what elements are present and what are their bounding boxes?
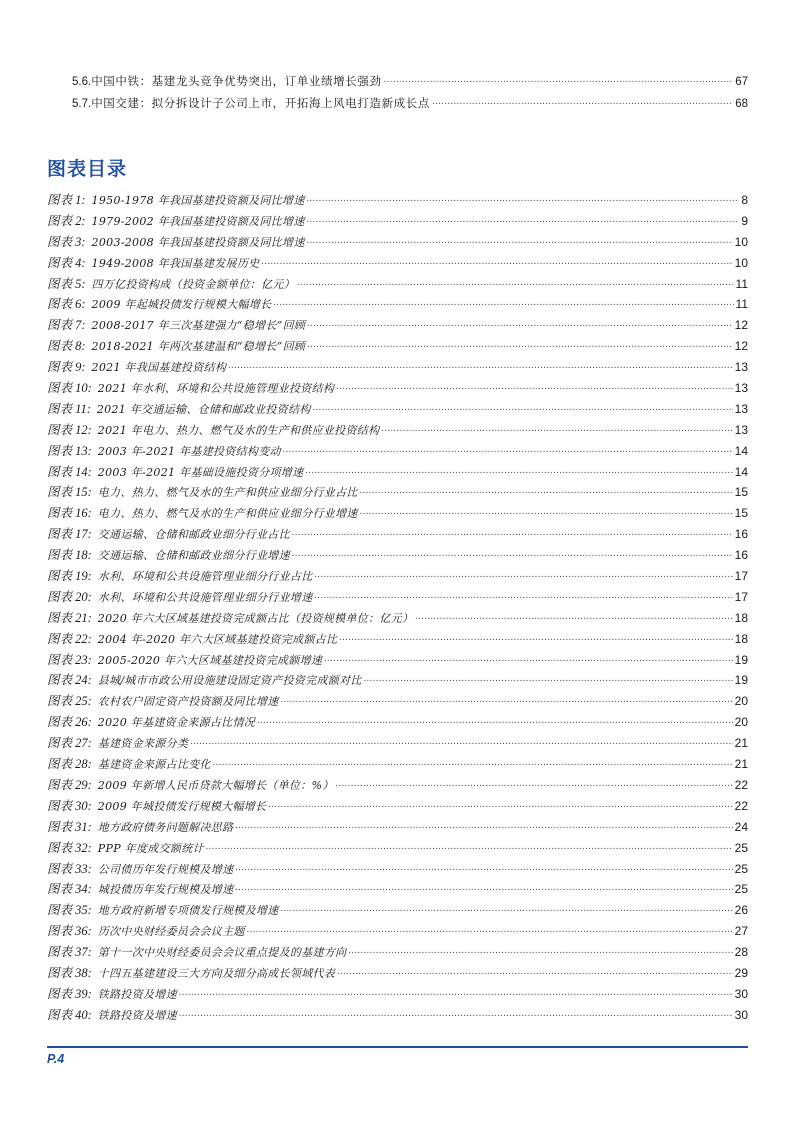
section-number: 5.7. [72,98,92,110]
dot-leader [324,648,732,670]
toc-entry[interactable] [47,462,748,483]
toc-entry[interactable] [47,921,748,942]
page-number: 17 [734,569,748,584]
figure-label: 图表 13: [47,443,92,458]
figure-title: 2020 年六大区域基建投资完成额占比（投资规模单位：亿元） [97,611,414,625]
toc-entry[interactable] [47,441,748,462]
page-number: 10 [734,255,748,270]
figure-label: 图表 10: [47,381,92,396]
figure-label: 图表 27: [47,736,92,751]
dot-leader [307,334,732,356]
dot-leader [235,877,732,899]
dot-leader [235,857,732,879]
dot-leader [190,731,732,753]
toc-entry[interactable] [47,274,748,295]
page-number: 25 [734,840,748,855]
figure-label: 图表 22: [47,631,92,646]
figure-title: 2004 年-2020 年六大区域基建投资完成额占比 [97,632,338,646]
section-number: 5.6. [72,76,92,88]
dot-leader [415,606,732,628]
figure-title: 2003 年-2021 年基建投资结构变动 [97,444,281,458]
dot-leader [273,292,733,314]
dot-leader [257,710,733,732]
toc-entry[interactable] [47,336,748,357]
page-number: 14 [734,443,748,458]
toc-entry[interactable] [47,357,748,378]
page-number: 67 [735,76,748,88]
dot-leader [179,1003,733,1025]
figure-label: 图表 39: [47,986,92,1001]
toc-entry[interactable] [47,691,748,712]
dot-leader [292,522,733,544]
toc-entry[interactable] [47,587,748,608]
page-number: 13 [734,360,748,375]
page-number: 20 [734,715,748,730]
figure-label: 图表 4: [47,255,86,270]
figure-title: 十四五基建建设三大方向及细分高成长领域代表 [97,966,336,980]
figure-title: 第十一次中央财经委员会会议重点提及的基建方向 [97,946,347,960]
dot-leader [213,752,733,774]
dot-leader [432,89,733,113]
dot-leader [281,898,733,920]
figure-label: 图表 8: [47,339,86,354]
page-number: 12 [734,318,748,333]
dot-leader [228,355,732,377]
dot-leader [281,689,733,711]
toc-entry[interactable] [47,232,748,253]
page-number: 25 [734,882,748,897]
figure-title: 1979-2002 年我国基建投资额及同比增速 [91,214,305,228]
figure-title: 2003 年-2021 年基础设施投资分项增速 [97,465,304,479]
figure-title: 四万亿投资构成（投资金额单位：亿元） [91,277,295,291]
toc-entry[interactable] [47,900,748,921]
dot-leader [297,272,734,294]
page-number: 11 [735,297,748,312]
toc-entry[interactable] [47,817,748,838]
dot-leader [268,794,732,816]
dot-leader [307,188,740,210]
figure-label: 图表 14: [47,464,92,479]
toc-entry[interactable] [47,879,748,900]
figure-label: 图表 16: [47,506,92,521]
figure-title: 2009 年起城投债发行规模大幅增长 [91,298,272,312]
toc-entry[interactable] [47,754,748,775]
figure-title: 电力、热力、燃气及水的生产和供应业细分行业增速 [97,507,358,521]
figure-label: 图表 29: [47,777,92,792]
figure-label: 图表 33: [47,861,92,876]
figure-label: 图表 2: [47,213,86,228]
footer-page-number: P.4 [47,1052,65,1066]
toc-entry[interactable] [47,963,748,984]
figure-label: 图表 1: [47,193,86,207]
toc-entry[interactable] [47,482,748,503]
dot-leader [339,627,732,649]
dot-leader [179,982,733,1004]
figure-title: 铁路投资及增速 [97,987,177,1001]
section-title: 中国交建：拟分拆设计子公司上市，开拓海上风电打造新成长点 [91,96,430,110]
toc-entry[interactable] [47,524,748,545]
page-number: 20 [734,694,748,709]
toc-entry[interactable] [47,775,748,796]
figure-title: 2021 年我国基建投资结构 [91,361,227,375]
page-number: 18 [734,610,748,625]
page-number: 14 [734,464,748,479]
dot-leader [337,961,733,983]
dot-leader [381,418,732,440]
toc-entry[interactable] [47,608,748,629]
figure-toc [47,190,748,1026]
figure-label: 图表 40: [47,1007,92,1022]
toc-entry[interactable] [47,378,748,399]
page-number: 26 [734,903,748,918]
dot-leader [313,397,733,419]
figure-label: 图表 35: [47,903,92,918]
figure-title: 电力、热力、燃气及水的生产和供应业细分行业占比 [97,486,358,500]
toc-entry[interactable] [47,650,748,671]
dot-leader [235,815,732,837]
toc-entry[interactable] [47,859,748,880]
figure-title: 2018-2021 年两次基建温和“稳增长”回顾 [91,340,306,354]
figures-heading: 图表目录 [47,158,128,180]
dot-leader [348,940,732,962]
page-number: 19 [734,652,748,667]
figure-title: 2003-2008 年我国基建投资额及同比增速 [91,235,305,249]
toc-entry[interactable] [47,942,748,963]
figure-label: 图表 31: [47,819,92,834]
figure-title: 水利、环境和公共设施管理业细分行业增速 [97,590,313,604]
toc-entry[interactable] [47,503,748,524]
toc-entry[interactable] [47,712,748,733]
dot-leader [261,251,732,273]
page-number: 22 [734,777,748,792]
dot-leader [305,460,732,482]
dot-leader [247,919,733,941]
page-number: 15 [734,485,748,500]
dot-leader [307,209,740,231]
dot-leader [360,501,733,523]
dot-leader [384,67,734,91]
page-number: 16 [734,548,748,563]
page-number: 12 [734,339,748,354]
figure-label: 图表 38: [47,965,92,980]
dot-leader [315,585,733,607]
page-number: 28 [734,945,748,960]
page-number: 68 [735,98,748,110]
toc-entry[interactable] [47,190,748,211]
figure-title: 2021 年电力、热力、燃气及水的生产和供应业投资结构 [97,423,380,437]
page-number: 17 [734,589,748,604]
figure-title: 2005-2020 年六大区域基建投资完成额增速 [97,653,323,667]
figure-label: 图表 11: [47,401,91,416]
dot-leader [315,564,733,586]
page-number: 30 [734,1007,748,1022]
toc-entry[interactable] [47,420,748,441]
figure-label: 图表 36: [47,924,92,939]
page-number: 13 [734,381,748,396]
page-number: 25 [734,861,748,876]
page-number: 24 [734,819,748,834]
figure-label: 图表 6: [47,297,86,312]
figure-label: 图表 37: [47,945,92,960]
page-number: 15 [734,506,748,521]
figure-label: 图表 28: [47,757,92,772]
toc-entry[interactable] [47,838,748,859]
figure-title: 交通运输、仓储和邮政业细分行业增速 [97,549,290,563]
page-number: 18 [734,631,748,646]
figure-label: 图表 17: [47,527,92,542]
footer-rule [47,1046,748,1048]
toc-entry[interactable] [47,1005,748,1026]
toc-entry[interactable] [47,294,748,315]
toc-entry[interactable] [47,629,748,650]
figure-title: PPP 年度成交额统计 [97,841,204,855]
figure-title: 交通运输、仓储和邮政业细分行业占比 [97,528,290,542]
figure-title: 1950-1978 年我国基建投资额及同比增速 [91,194,305,207]
section-toc [72,70,748,114]
figure-label: 图表 23: [47,652,92,667]
dot-leader [292,543,733,565]
figure-title: 2021 年水利、环境和公共设施管理业投资结构 [97,382,335,396]
page-number: 16 [734,527,748,542]
dot-leader [336,773,733,795]
figure-label: 图表 5: [47,276,86,291]
dot-leader [206,836,733,858]
page-number: 21 [734,757,748,772]
figure-label: 图表 15: [47,485,92,500]
figure-title: 水利、环境和公共设施管理业细分行业占比 [97,570,313,584]
toc-entry[interactable] [47,545,748,566]
dot-leader [307,313,732,335]
figure-title: 基建资金来源分类 [97,737,189,751]
figure-label: 图表 3: [47,234,86,249]
figure-title: 农村农户固定资产投资额及同比增速 [97,695,279,709]
figure-label: 图表 21: [47,610,92,625]
page-number: 8 [741,193,748,207]
figure-title: 2008-2017 年三次基建强力“稳增长”回顾 [91,319,306,333]
figure-label: 图表 19: [47,569,92,584]
figure-title: 公司债历年发行规模及增速 [97,862,234,876]
figure-title: 铁路投资及增速 [97,1008,177,1022]
figure-title: 2009 年城投债发行规模大幅增长 [97,799,267,813]
figure-label: 图表 9: [47,360,86,375]
figure-title: 县城/城市市政公用设施建设固定资产投资完成额对比 [97,674,362,688]
dot-leader [336,376,732,398]
figure-label: 图表 18: [47,548,92,563]
dot-leader [283,439,733,461]
figure-title: 地方政府新增专项债发行规模及增速 [97,904,279,918]
figure-label: 图表 32: [47,840,92,855]
toc-entry[interactable] [47,211,748,232]
page-number: 13 [734,401,748,416]
toc-entry[interactable] [47,566,748,587]
page-number: 13 [734,422,748,437]
toc-entry[interactable] [47,984,748,1005]
page-number: 21 [734,736,748,751]
figure-label: 图表 30: [47,798,92,813]
toc-entry[interactable] [72,92,748,114]
toc-entry[interactable] [47,796,748,817]
dot-leader [360,480,733,502]
toc-entry[interactable] [47,315,748,336]
figure-label: 图表 20: [47,589,92,604]
page-number: 19 [734,673,748,688]
dot-leader [307,230,733,252]
figure-title: 基建资金来源占比变化 [97,758,211,772]
page-number: 9 [741,213,748,228]
figure-title: 地方政府债务问题解决思路 [97,820,234,834]
figure-label: 图表 12: [47,422,92,437]
section-title: 中国中铁：基建龙头竞争优势突出，订单业绩增长强劲 [91,74,382,88]
figure-label: 图表 7: [47,318,86,333]
page-number: 30 [734,986,748,1001]
page-number: 22 [734,798,748,813]
figure-title: 城投债历年发行规模及增速 [97,883,234,897]
figure-label: 图表 24: [47,673,92,688]
figure-label: 图表 26: [47,715,92,730]
page-number: 29 [734,965,748,980]
figure-title: 1949-2008 年我国基建发展历史 [91,256,260,270]
figure-label: 图表 25: [47,694,92,709]
toc-entry[interactable] [47,733,748,754]
figure-label: 图表 34: [47,882,92,897]
dot-leader [364,668,733,690]
page-number: 10 [734,234,748,249]
figure-title: 历次中央财经委员会会议主题 [97,925,245,939]
toc-entry[interactable] [47,253,748,274]
figure-title: 2020 年基建资金来源占比情况 [97,716,256,730]
page-number: 27 [734,924,748,939]
toc-entry[interactable] [47,670,748,691]
figure-title: 2009 年新增人民币贷款大幅增长（单位：%） [97,778,334,792]
figure-title: 2021 年交通运输、仓储和邮政业投资结构 [96,402,311,416]
page-number: 11 [735,276,748,291]
toc-entry[interactable] [47,399,748,420]
